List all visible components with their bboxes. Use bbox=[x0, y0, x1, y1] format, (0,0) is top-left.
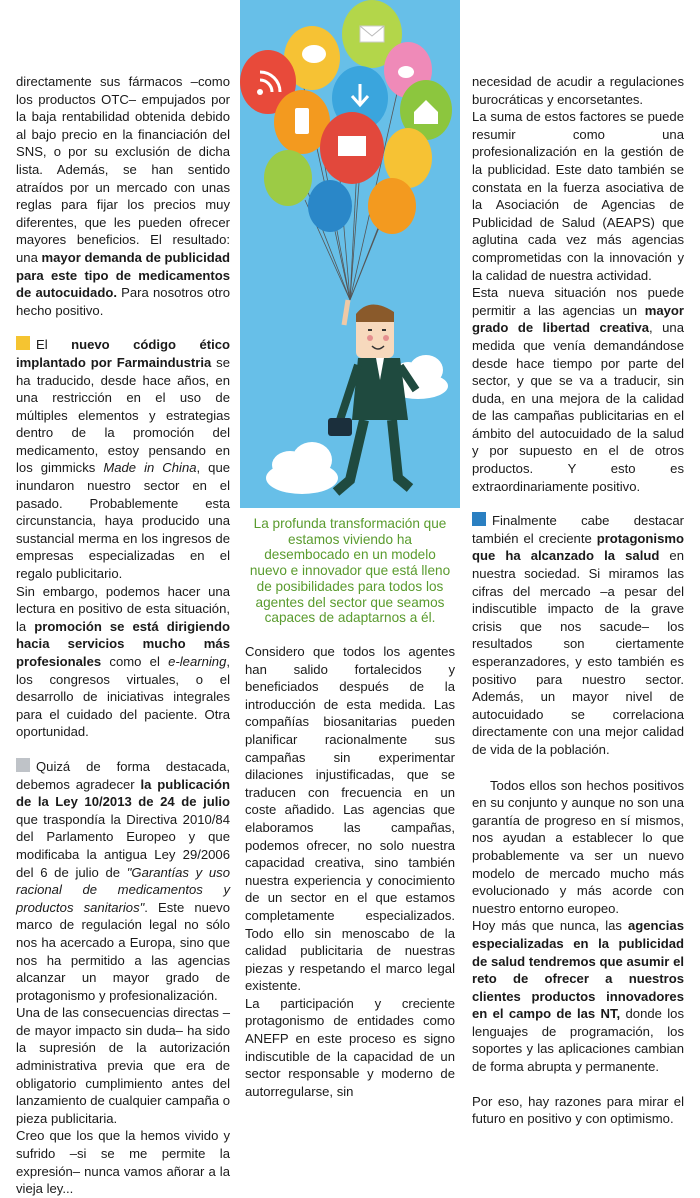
paragraph: Sin embargo, podemos hacer una lectura en positivo de esta situación, la promoción se está dirigiendo hacia servicios mucho más profesionales como el e-learning, los congresos virtuales, o el desarrollo de iniciativas integrales para el cuidado del paciente. Otra oportunidad. bbox=[16, 583, 230, 740]
paragraph: Quizá de forma destacada, debemos agradecer la publicación de la Ley 10/2013 de 24 de julio que traspondía la Directiva 2010/84 del Parlamento Europeo y que modificaba la antigua Ley 29/2006 del 6 de julio de "Garantías y uso racional de medicamentos y productos sanitarios". Este nuevo marco de regulación legal no sólo nos ha acercado a Europa, sino que nos ha permitido a las agencias alcanzar un mayor grado de protagonismo y profesionalización. bbox=[16, 758, 231, 1003]
paragraph: La suma de estos factores se puede resumir como una profesionalización en la gestión de la publicidad. Este dato también se constata en la fuerza asociativa de la Asociación de Agencias de Publicidad de Salud (AEAPS) que aglutina cada vez más agencias comprometidas con la innovación y la calidad de nuestra actividad. bbox=[472, 109, 684, 283]
balloon-green-small bbox=[264, 150, 312, 206]
paragraph: Por eso, hay razones para mirar el futuro en positivo y con optimismo. bbox=[472, 1093, 684, 1127]
section-marker bbox=[472, 512, 486, 526]
pull-quote: La profunda transformación que estamos viviendo ha desembocado en un modelo nuevo e innovador que está lleno de posibilidades para todos los agentes del sector que seamos capaces de adaptarnos a él. bbox=[249, 516, 451, 626]
paragraph: Hoy más que nunca, las agencias especializadas en la publicidad de salud tendremos que asumir el reto de ofrecer a nuestros clientes productos innovadores en el campo de las NT, donde los lenguajes de programación, los soportes y las aplicaciones cambian de forma abrupta y permanente. bbox=[472, 918, 684, 1075]
paragraph: El nuevo código ético implantado por Farmaindustria se ha traducido, desde hace años, en una restricción en el uso de múltiples elementos y estrategias dentro de la promoción del medicamento, estoy pensando en los gimmicks Made in China, que inundaron nuestro sector en el pasado. Probablemente esta circunstancia, haya producido una sustancial merma en los ingresos de empresas especializadas en el regalo publicitario. bbox=[16, 337, 231, 582]
paragraph: Una de las consecuencias directas –de mayor impacto sin duda– ha sido la supresión de la autorización administrativa previa que era de obligatorio cumplimiento antes del lanzamiento de cualquier campaña o pieza publicitaria. bbox=[16, 1005, 231, 1126]
paragraph: Finalmente cabe destacar también el creciente protagonismo que ha alcanzado la salud en nuestra sociedad. Si miramos las cifras del mercado –a pesar del indiscutible impacto de la grave crisis que nos sacude– los resultados son ciertamente esperanzadores, y esto también es positivo para nuestro sector. Además, un mayor nivel de autocuidado se correlaciona directamente con una mejor calidad de vida de la población. bbox=[472, 513, 684, 757]
section-marker bbox=[16, 758, 30, 772]
section-marker bbox=[16, 336, 30, 350]
balloon-orange-small bbox=[368, 178, 416, 234]
right-column bbox=[472, 73, 684, 1128]
paragraph: necesidad de acudir a regulaciones burocráticas y encorsetantes. bbox=[472, 74, 684, 107]
middle-column bbox=[245, 643, 455, 1100]
paragraph: Considero que todos los agentes han salido fortalecidos y beneficiados después de la introducción de esta medida. Las compañías biosanitarias pueden planificar racionalmente sus campañas sin experimentar dilaciones injustificadas, que se traducen con frecuencia en un coste añadido. Las agencias que elaboramos las campañas, podemos ofrecer, no solo nuestra capacidad creativa, sino también nuestra experiencia y conocimiento de un sector en el que estamos completamente especializados. Todo ello sin menoscabo de la calidad publicitaria de nuestras piezas y respetando el marco legal existente. bbox=[245, 644, 455, 994]
paragraph: directamente sus fármacos –como los productos OTC– empujados por la baja rentabilidad obtenida debido al bajo precio en la financiación del SNS, o por su exclusión de dicha lista. Además, se han sentido atraídos por un mercado con unas reglas para fijar los precios muy diferentes, que les pueden ofrecer mayores beneficios. El resultado: una mayor demanda de publicidad para este tipo de medicamentos de autocuidado. Para nosotros otro hecho positivo. bbox=[16, 74, 230, 318]
paragraph: Todos ellos son hechos positivos en su conjunto y aunque no son una garantía de progreso en sí mismos, nos ayudan a establecer lo que probablemente va ser un nuevo modelo de mercado mucho más evolucionado y más acorde con nuestro entorno europeo. bbox=[472, 777, 684, 916]
balloon-blue-small bbox=[308, 180, 352, 232]
paragraph: La participación y creciente protagonismo de entidades como ANEFP en este proceso es signo indiscutible de la capacidad de un sector responsable y moderno de autorregularse, sin bbox=[245, 995, 455, 1099]
paragraph: Creo que los que la hemos vivido y sufrido –si se me permite la expresión– nunca vamos añorar a la vieja ley... bbox=[16, 1128, 230, 1197]
briefcase-icon bbox=[328, 418, 352, 436]
balloon-monitor bbox=[320, 112, 384, 184]
left-column bbox=[16, 73, 230, 1198]
paragraph: Esta nueva situación nos puede permitir a las agencias un mayor grado de libertad creativa, una medida que venía demandándose desde hace tiempo por parte del sector, y que se va a traducir, sin duda, en una mejora de la calidad de las campañas publicitarias en el ámbito del autocuidado de la salud y por supuesto en el de otros productos. Y esto es extraordinariamente positivo. bbox=[472, 285, 684, 494]
